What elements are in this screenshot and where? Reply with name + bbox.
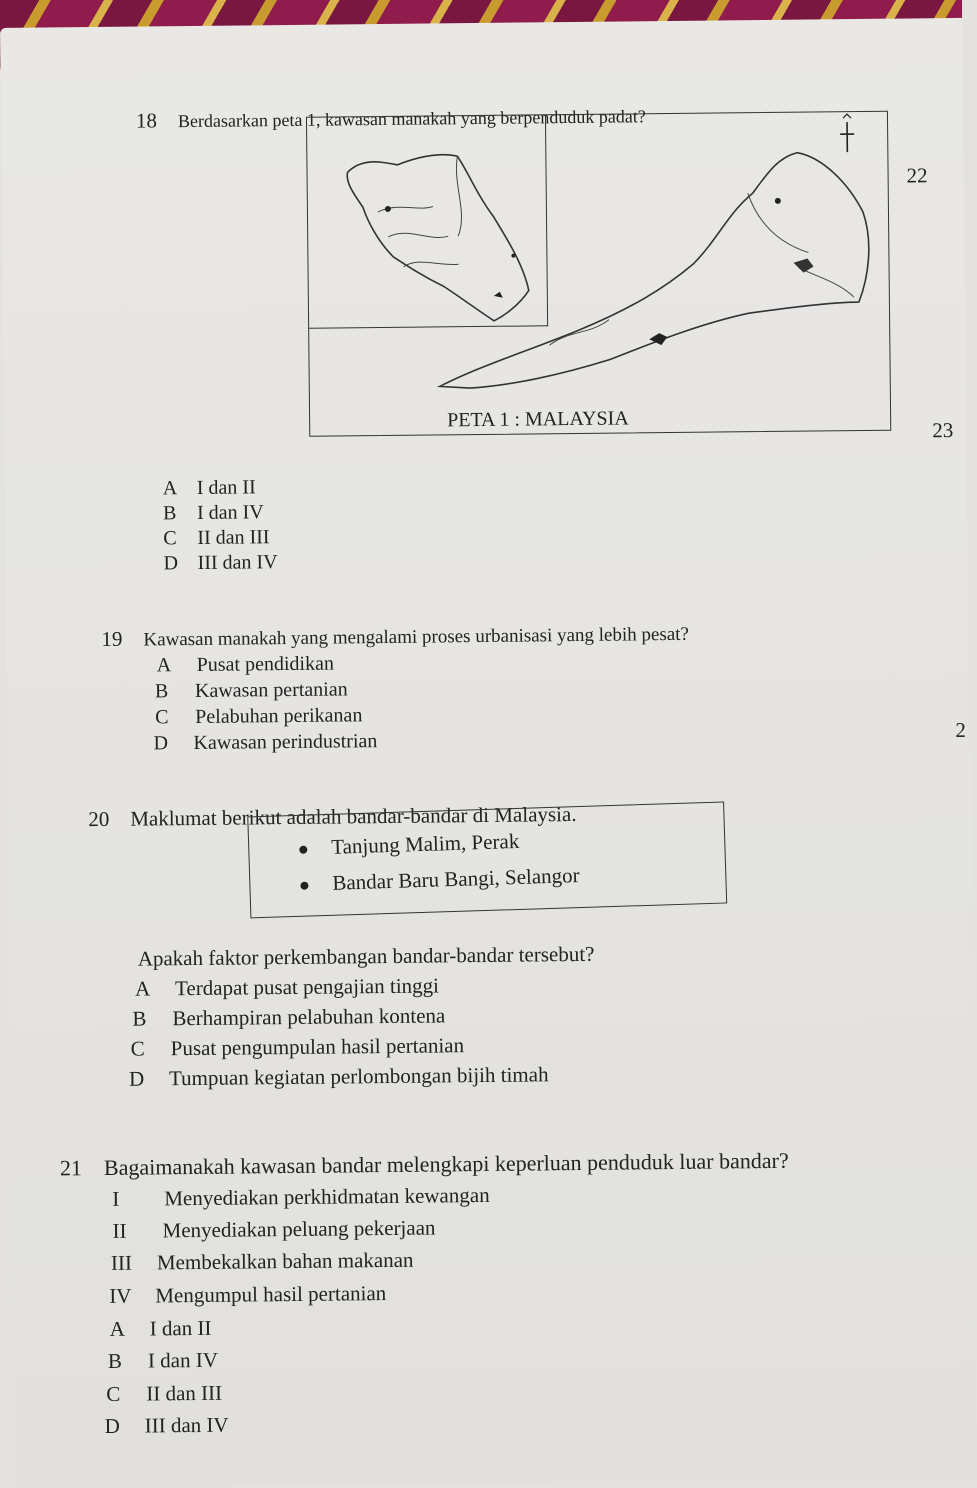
q21-statement-2: II Menyediakan peluang pekerjaan	[112, 1215, 436, 1243]
q21-statement-4: IV Mengumpul hasil pertanian	[109, 1281, 387, 1308]
side-number-23: 23	[932, 418, 954, 443]
q19-stem	[101, 621, 689, 652]
q18-number: 18	[135, 108, 158, 133]
q20-option-a[interactable]: A Terdapat pusat pengajian tinggi	[134, 973, 440, 1001]
q21-option-c[interactable]: C II dan III	[106, 1380, 223, 1406]
q21-number: 21	[59, 1155, 83, 1181]
q20-option-c[interactable]: C Pusat pengumpulan hasil pertanian	[130, 1033, 465, 1061]
side-number-22: 22	[906, 163, 928, 188]
q19-option-b[interactable]: B Kawasan pertanian	[154, 678, 348, 703]
malaysia-map	[306, 111, 891, 437]
town-item-1: Tanjung Malim, Perak	[299, 829, 520, 861]
q21-option-d[interactable]: D III dan IV	[104, 1412, 229, 1438]
q18-option-a[interactable]: A I dan II	[162, 476, 256, 500]
borneo-map-drawing	[307, 112, 890, 436]
q21-statement-1: I Menyediakan perkhidmatan kewangan	[112, 1182, 490, 1211]
q21-text: Bagaimanakah kawasan bandar melengkapi keperluan penduduk luar bandar?	[103, 1147, 789, 1180]
q21-stem	[60, 1148, 789, 1182]
q20-question: Apakah faktor perkembangan bandar-bandar tersebut?	[137, 941, 595, 971]
q19-option-c[interactable]: C Pelabuhan perikanan	[155, 704, 363, 729]
q21-option-b[interactable]: B I dan IV	[107, 1347, 219, 1373]
q20-text: Maklumat berikut adalah bandar-bandar di Malaysia.	[130, 802, 577, 831]
q19-option-d[interactable]: D Kawasan perindustrian	[153, 730, 378, 755]
q19-option-a[interactable]: A Pusat pendidikan	[156, 652, 335, 677]
q20-option-d[interactable]: D Tumpuan kegiatan perlombongan bijih timah	[128, 1062, 549, 1091]
town-item-2: Bandar Baru Bangi, Selangor	[300, 863, 580, 897]
q18-option-d[interactable]: D III dan IV	[163, 551, 278, 575]
bullet-icon	[300, 882, 308, 890]
q21-option-a[interactable]: A I dan II	[109, 1315, 212, 1341]
town-info-box	[247, 801, 727, 918]
side-number-2: 2	[955, 717, 967, 743]
q20-option-b[interactable]: B Berhampiran pelabuhan kontena	[132, 1003, 446, 1031]
q19-text: Kawasan manakah yang mengalami proses urbanisasi yang lebih pesat?	[143, 623, 690, 651]
q18-option-b[interactable]: B I dan IV	[162, 501, 264, 525]
map-caption: PETA 1 : MALAYSIA	[447, 407, 629, 432]
q21-statement-3: III Membekalkan bahan makanan	[110, 1247, 414, 1275]
q19-number: 19	[101, 626, 123, 651]
exam-page	[0, 18, 977, 1488]
q18-text: Berdasarkan peta 1, kawasan manakah yang berpenduduk padat?	[177, 106, 646, 132]
q18-option-c[interactable]: C II dan III	[163, 526, 270, 550]
q20-number: 20	[88, 806, 110, 832]
bullet-icon	[299, 846, 307, 854]
